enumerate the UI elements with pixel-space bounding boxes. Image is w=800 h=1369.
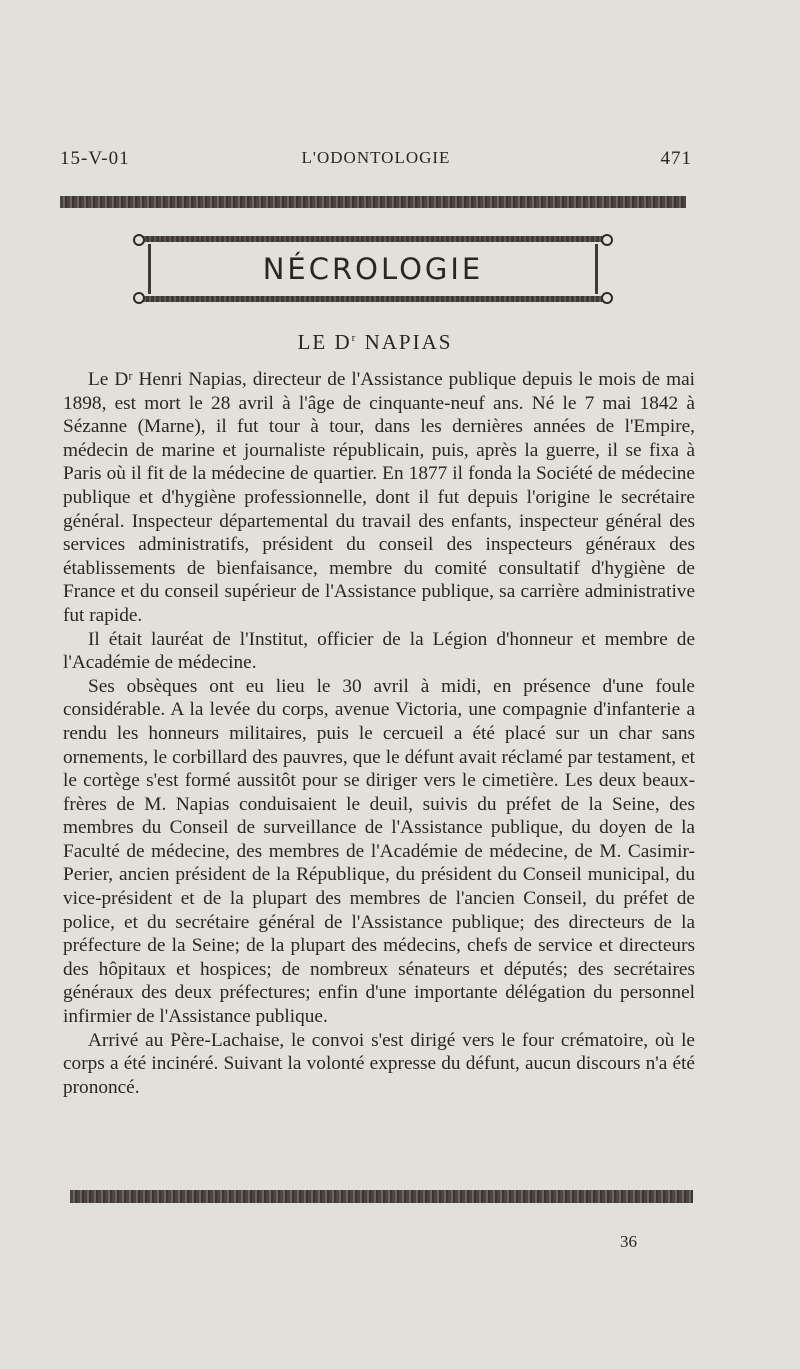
header-journal-title: L'ODONTOLOGIE bbox=[301, 148, 451, 167]
frame-ring-icon bbox=[133, 292, 145, 304]
frame-ring-icon bbox=[133, 234, 145, 246]
paragraph: Arrivé au Père-Lachaise, le convoi s'est dirigé vers le four crématoire, où le corps a été incinéré. Suivant la volonté expresse du défunt, aucun discours n'a été prononcé. bbox=[63, 1029, 695, 1098]
page-number: 471 bbox=[660, 148, 692, 169]
paragraph: Le Dʳ Henri Napias, directeur de l'Assistance publique depuis le mois de mai 1898, est mort le 28 avril à l'âge de cinquante-neuf ans. Né le 7 mai 1842 à Sézanne (Marne), il fut tour à tour, dans les dernières années de l'Empire, médecin de marine et journaliste républicain, puis, après la guerre, il se fixa à Paris où il fit de la médecine de quartier. En 1877 il fonda la Société de médecine publique et d'hygiène professionnelle, dont il fut depuis l'origine le secrétaire général. Inspecteur départemental du travail des enfants, inspecteur général des services administratifs, président du conseil des inspecteurs généraux des établissements de bienfaisance, membre du comité consultatif d'hygiène de France et du conseil supérieur de l'Assistance publique, sa carrière administrative fut rapide. bbox=[63, 369, 695, 626]
paragraph: Ses obsèques ont eu lieu le 30 avril à midi, en présence d'une foule considérable. A la levée du corps, avenue Victoria, une compagnie d'infanterie a rendu les honneurs militaires, puis le cercueil a été placé sur un char sans ornements, le corbillard des pauvres, que le défunt avait réclamé par testament, et le cortège s'est formé aussitôt pour se diriger vers le cimetière. Les deux beaux-frères de M. Napias conduisaient le deuil, suivis du préfet de la Seine, des membres du Conseil de surveillance de l'Assistance publique, du doyen de la Faculté de médecine, des membres de l'Académie de médecine, de M. Casimir-Perier, ancien président de la République, du président du Conseil municipal, du vice-président et de la plupart des membres de l'ancien Conseil, du préfet de police, et du secrétaire général de l'Assistance publique; des directeurs de la préfecture de la Seine; de la plupart des médecins, chefs de service et directeurs des hôpitaux et hospices; de nombreux sénateurs et députés; des secrétaires généraux des deux préfectures; enfin d'une importante délégation du personnel infirmier de l'Assistance publique. bbox=[63, 675, 695, 1028]
header-date: 15-V-01 bbox=[60, 148, 130, 169]
frame-bar-bottom bbox=[141, 296, 605, 302]
section-title-frame bbox=[133, 234, 613, 304]
frame-ring-icon bbox=[601, 292, 613, 304]
article-body bbox=[63, 368, 695, 1099]
frame-ring-icon bbox=[601, 234, 613, 246]
signature-mark: 36 bbox=[620, 1232, 637, 1251]
running-header bbox=[60, 148, 692, 176]
ornamental-rule-top bbox=[60, 196, 686, 208]
article-title-name: NAPIAS bbox=[364, 330, 453, 354]
ornamental-rule-bottom bbox=[70, 1190, 693, 1203]
article-title-prefix: LE D bbox=[297, 330, 352, 354]
article-title bbox=[0, 330, 750, 355]
article-title-sup: r bbox=[351, 332, 358, 344]
section-title: NÉCROLOGIE bbox=[262, 252, 484, 286]
paragraph: Il était lauréat de l'Institut, officier de la Légion d'honneur et membre de l'Académie de médecine. bbox=[63, 628, 695, 674]
frame-bar-top bbox=[141, 236, 605, 242]
